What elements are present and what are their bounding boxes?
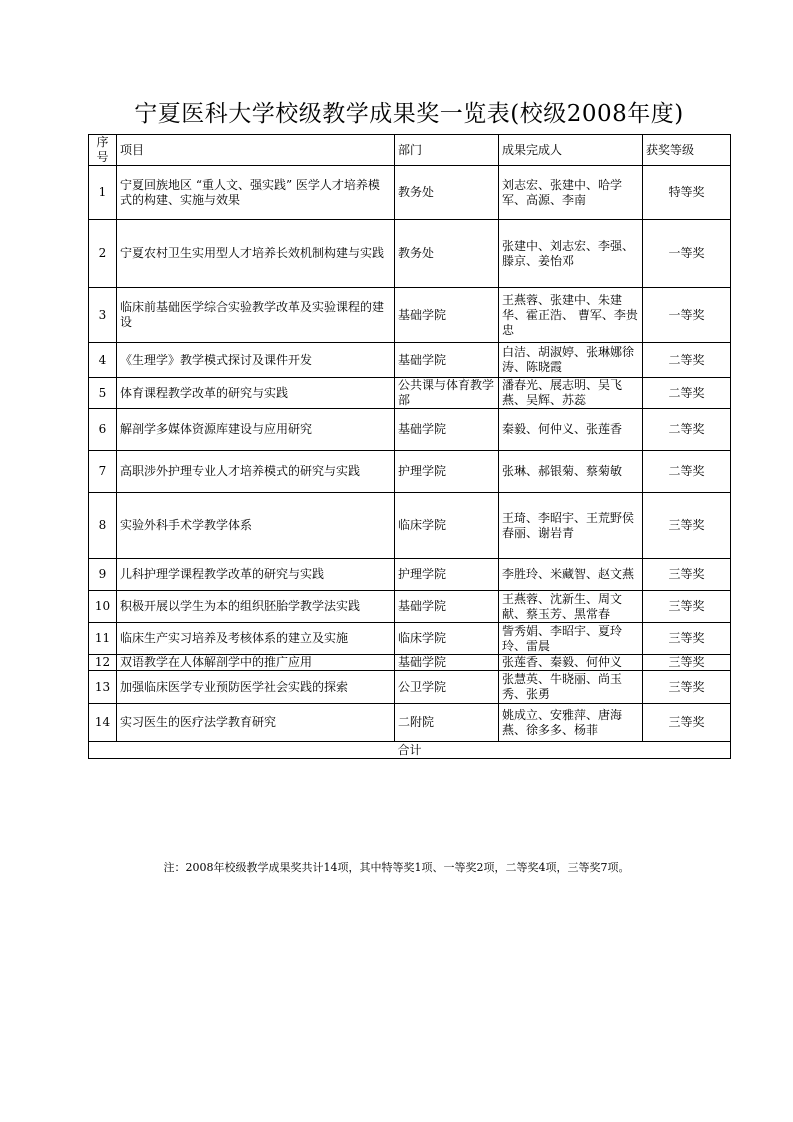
cell-seq: 5 [89, 378, 117, 409]
cell-project: 《生理学》教学模式探讨及课件开发 [117, 343, 395, 378]
table-row [89, 655, 731, 671]
header-people: 成果完成人 [499, 135, 643, 166]
cell-seq: 4 [89, 343, 117, 378]
cell-award: 三等奖 [643, 559, 731, 591]
cell-project: 临床前基础医学综合实验教学改革及实验课程的建设 [117, 288, 395, 343]
cell-dept: 护理学院 [395, 451, 499, 493]
cell-award: 二等奖 [643, 343, 731, 378]
cell-project: 高职涉外护理专业人才培养模式的研究与实践 [117, 451, 395, 493]
cell-people: 张琳、郝银菊、蔡菊敏 [499, 451, 643, 493]
cell-seq: 2 [89, 220, 117, 288]
cell-people: 訾秀娟、李昭宇、夏玲玲、雷晨 [499, 623, 643, 655]
header-row [89, 135, 731, 166]
cell-seq: 6 [89, 409, 117, 451]
cell-seq: 10 [89, 591, 117, 623]
cell-people: 张建中、刘志宏、李强、滕京、姜怡邓 [499, 220, 643, 288]
page-title: 宁夏医科大学校级教学成果奖一览表(校级2008年度) [134, 101, 684, 127]
cell-award: 三等奖 [643, 623, 731, 655]
footnote: 注：2008年校级教学成果奖共计14项，其中特等奖1项、一等奖2项，二等奖4项，三等奖7项。 [163, 861, 630, 874]
cell-award: 一等奖 [643, 220, 731, 288]
cell-award: 三等奖 [643, 704, 731, 742]
table-row [89, 166, 731, 220]
cell-seq: 7 [89, 451, 117, 493]
table-row [89, 671, 731, 704]
cell-award: 三等奖 [643, 493, 731, 559]
cell-people: 白洁、胡淑婷、张琳娜徐涛、陈晓霞 [499, 343, 643, 378]
cell-dept: 公共课与体育教学部 [395, 378, 499, 409]
cell-people: 姚成立、安雅萍、唐海燕、徐多多、杨菲 [499, 704, 643, 742]
cell-project: 解剖学多媒体资源库建设与应用研究 [117, 409, 395, 451]
header-dept: 部门 [395, 135, 499, 166]
cell-award: 二等奖 [643, 409, 731, 451]
cell-people: 李胜玲、米藏智、赵文燕 [499, 559, 643, 591]
cell-project: 实习医生的医疗法学教育研究 [117, 704, 395, 742]
cell-people: 王燕蓉、沈新生、周文献、蔡玉芳、黑常春 [499, 591, 643, 623]
cell-project: 加强临床医学专业预防医学社会实践的探索 [117, 671, 395, 704]
total-row [89, 742, 731, 759]
cell-dept: 二附院 [395, 704, 499, 742]
cell-people: 刘志宏、张建中、哈学军、高源、李南 [499, 166, 643, 220]
cell-project: 双语教学在人体解剖学中的推广应用 [117, 655, 395, 671]
cell-award: 三等奖 [643, 591, 731, 623]
cell-dept: 公卫学院 [395, 671, 499, 704]
cell-dept: 临床学院 [395, 623, 499, 655]
cell-dept: 基础学院 [395, 409, 499, 451]
cell-project: 宁夏农村卫生实用型人才培养长效机制构建与实践 [117, 220, 395, 288]
cell-project: 临床生产实习培养及考核体系的建立及实施 [117, 623, 395, 655]
table-row [89, 409, 731, 451]
cell-people: 秦毅、何仲义、张莲香 [499, 409, 643, 451]
cell-seq: 11 [89, 623, 117, 655]
cell-dept: 基础学院 [395, 288, 499, 343]
cell-project: 积极开展以学生为本的组织胚胎学教学法实践 [117, 591, 395, 623]
awards-table [88, 134, 731, 759]
cell-award: 二等奖 [643, 378, 731, 409]
table-row [89, 378, 731, 409]
table-row [89, 559, 731, 591]
table-row [89, 493, 731, 559]
cell-people: 王燕蓉、张建中、朱建华、霍正浩、 曹军、李贵忠 [499, 288, 643, 343]
cell-people: 张慧英、牛晓丽、尚玉秀、张勇 [499, 671, 643, 704]
cell-project: 儿科护理学课程教学改革的研究与实践 [117, 559, 395, 591]
cell-dept: 基础学院 [395, 655, 499, 671]
cell-seq: 9 [89, 559, 117, 591]
cell-people: 王琦、李昭宇、王荒野侯春丽、谢岩青 [499, 493, 643, 559]
cell-seq: 8 [89, 493, 117, 559]
cell-award: 一等奖 [643, 288, 731, 343]
header-award: 获奖等级 [643, 135, 731, 166]
cell-dept: 基础学院 [395, 591, 499, 623]
cell-award: 特等奖 [643, 166, 731, 220]
cell-seq: 13 [89, 671, 117, 704]
cell-project: 宁夏回族地区 “重人文、强实践” 医学人才培养模式的构建、实施与效果 [117, 166, 395, 220]
table-row [89, 220, 731, 288]
cell-seq: 14 [89, 704, 117, 742]
cell-award: 三等奖 [643, 655, 731, 671]
cell-dept: 护理学院 [395, 559, 499, 591]
cell-award: 三等奖 [643, 671, 731, 704]
table-row [89, 591, 731, 623]
cell-project: 实验外科手术学教学体系 [117, 493, 395, 559]
cell-project: 体育课程教学改革的研究与实践 [117, 378, 395, 409]
cell-award: 二等奖 [643, 451, 731, 493]
table-row [89, 623, 731, 655]
cell-people: 潘春光、展志明、吴飞燕、吴辉、苏蕊 [499, 378, 643, 409]
cell-seq: 1 [89, 166, 117, 220]
table-row [89, 451, 731, 493]
cell-dept: 教务处 [395, 220, 499, 288]
header-seq: 序号 [89, 135, 117, 166]
cell-seq: 3 [89, 288, 117, 343]
table-row [89, 288, 731, 343]
cell-people: 张莲香、秦毅、何仲义 [499, 655, 643, 671]
cell-dept: 基础学院 [395, 343, 499, 378]
table-row [89, 704, 731, 742]
cell-dept: 教务处 [395, 166, 499, 220]
cell-dept: 临床学院 [395, 493, 499, 559]
table-row [89, 343, 731, 378]
total-label: 合计 [89, 742, 731, 759]
header-project: 项目 [117, 135, 395, 166]
cell-seq: 12 [89, 655, 117, 671]
